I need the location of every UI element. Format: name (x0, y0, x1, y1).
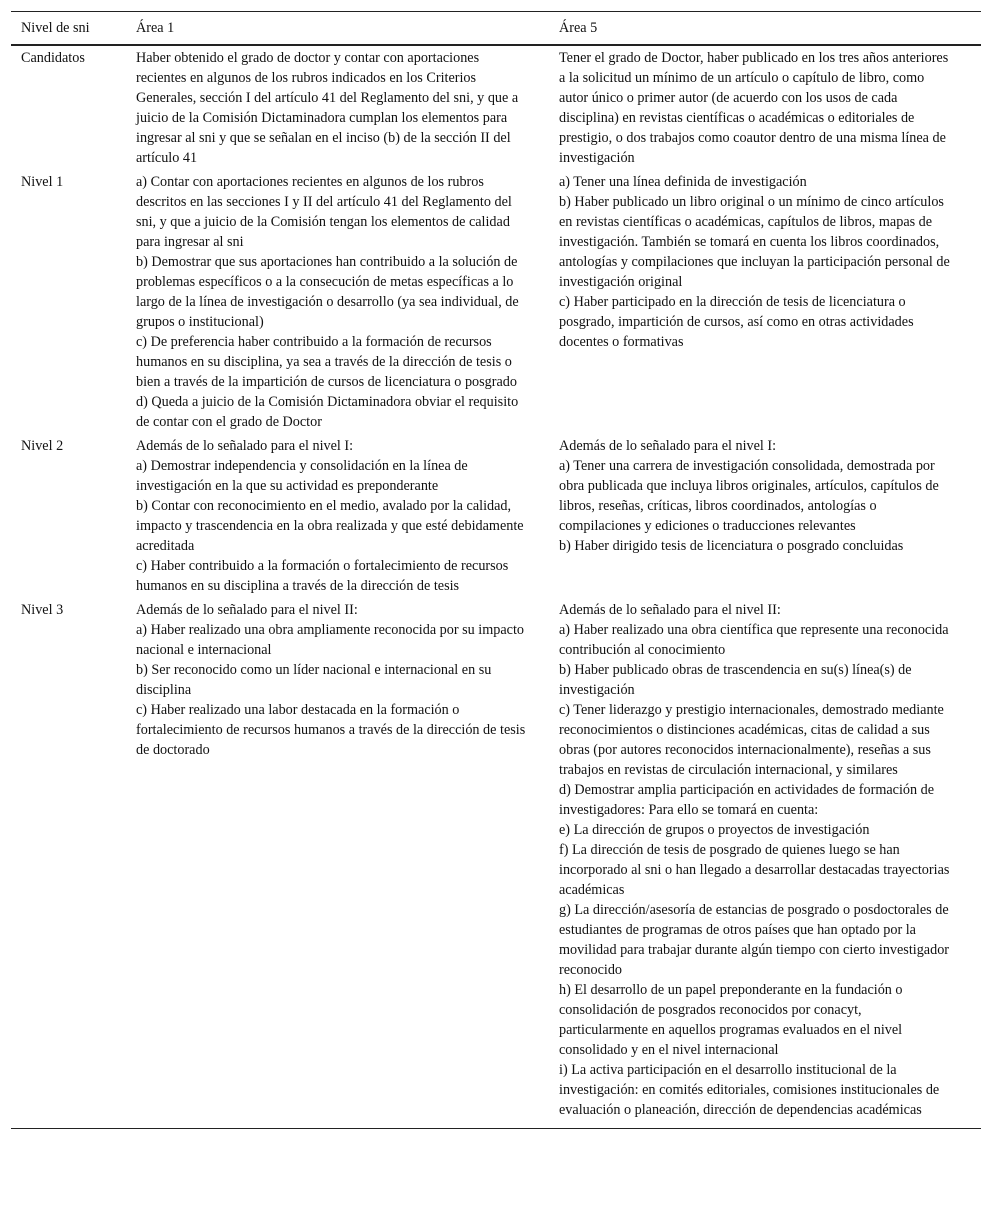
header-area-5: Área 5 (549, 12, 981, 46)
criterion-item: c) Tener liderazgo y prestigio internacionales, demostrado mediante reconocimientos o distinciones académicas, citas de calidad a sus obras (por autores reconocidos internacionalmente), reseñas a sus trabajos en revistas de circulación internacional, y similares (559, 702, 944, 778)
criterion-item: f) La dirección de tesis de posgrado de quienes luego se han incorporado al sni o han llegado a desarrollar destacadas trayectorias académicas (559, 842, 950, 898)
criterion-item: a) Tener una carrera de investigación consolidada, demostrada por obra publicada que incluya libros originales, artículos, capítulos de libros, reseñas, críticas, libros coordinados, antologías o compilaciones y ediciones o traducciones relevantes (559, 458, 939, 534)
sni-criteria-table (11, 11, 981, 1129)
table-row (11, 598, 981, 1129)
criterion-item: h) El desarrollo de un papel preponderante en la fundación o consolidación de posgrados reconocidos por conacyt, particularmente en aquellos programas evaluados en el nivel consolidado y en el nivel internacional (559, 982, 903, 1058)
criterion-item: Haber obtenido el grado de doctor y contar con aportaciones recientes en algunos de los rubros indicados en los Criterios Generales, sección I del artículo 41 del Reglamento del sni, y que a juicio de la Comisión Dictaminadora cumplan los elementos para ingresar al sni y que se señalan en el inciso (b) de la sección II del artículo 41 (136, 50, 519, 166)
criterion-item: a) Tener una línea definida de investigación (559, 174, 807, 190)
area-1-cell (126, 598, 549, 1129)
criterion-item: b) Contar con reconocimiento en el medio, avalado por la calidad, impacto y trascendencia en la obra realizada y que esté debidamente acreditada (136, 498, 524, 554)
level-cell: Nivel 2 (21, 438, 64, 454)
criterion-item: Además de lo señalado para el nivel I: (559, 438, 777, 454)
criterion-item: a) Demostrar independencia y consolidación en la línea de investigación en la que su actividad es preponderante (136, 458, 468, 494)
table-row (11, 434, 981, 598)
criterion-item: c) Haber participado en la dirección de tesis de licenciatura o posgrado, impartición de cursos, así como en otras actividades docentes o formativas (559, 294, 914, 350)
table-body (11, 45, 981, 1129)
criteria-table-container (11, 11, 981, 1129)
level-cell: Candidatos (21, 50, 85, 66)
criterion-item: Además de lo señalado para el nivel II: (136, 602, 358, 618)
table-row (11, 45, 981, 170)
header-area-1: Área 1 (126, 12, 549, 46)
level-cell: Nivel 3 (11, 598, 126, 1129)
area-5-cell (549, 598, 981, 1129)
criterion-item: c) Haber contribuido a la formación o fortalecimiento de recursos humanos en su disciplina a través de la dirección de tesis (136, 558, 509, 594)
criterion-item: b) Ser reconocido como un líder nacional e internacional en su disciplina (136, 662, 492, 698)
criterion-item: Además de lo señalado para el nivel II: (559, 602, 781, 618)
area-1-cell (126, 45, 549, 170)
criterion-item: b) Demostrar que sus aportaciones han contribuido a la solución de problemas específicos o a la consecución de metas específicas a lo largo de la línea de investigación o desarrollo (ya sea individual, de grupos o institucional) (136, 254, 519, 330)
criterion-item: a) Haber realizado una obra científica que represente una reconocida contribución al conocimiento (559, 622, 949, 658)
criterion-item: d) Queda a juicio de la Comisión Dictaminadora obviar el requisito de contar con el grado de Doctor (136, 394, 519, 430)
criterion-item: a) Contar con aportaciones recientes en algunos de los rubros descritos en las secciones I y II del artículo 41 del Reglamento del sni, y que a juicio de la Comisión tengan los elementos de calidad para ingresar al sni (136, 174, 512, 250)
criterion-item: b) Haber publicado un libro original o un mínimo de cinco artículos en revistas científicas o académicas, capítulos de libros, mapas de investigación. También se tomará en cuenta los libros coordinados, antologías y compilaciones que incluyan la participación personal de investigación original (559, 194, 950, 290)
criterion-item: i) La activa participación en el desarrollo institucional de la investigación: en comités editoriales, comisiones institucionales de evaluación o planeación, dirección de dependencias académicas (559, 1062, 940, 1118)
table-row (11, 170, 981, 434)
area-5-cell (549, 434, 981, 598)
criterion-item: c) De preferencia haber contribuido a la formación de recursos humanos en su disciplina, ya sea a través de la dirección de tesis o bien a través de la impartición de cursos de licenciatura o posgrado (136, 334, 517, 390)
criterion-item: b) Haber publicado obras de trascendencia en su(s) línea(s) de investigación (559, 662, 912, 698)
area-5-cell (549, 45, 981, 170)
level-cell: Nivel 1 (21, 174, 64, 190)
table-header-row (11, 12, 981, 46)
criterion-item: b) Haber dirigido tesis de licenciatura o posgrado concluidas (559, 538, 904, 554)
criterion-item: d) Demostrar amplia participación en actividades de formación de investigadores: Para ello se tomará en cuenta: (559, 782, 935, 818)
criterion-item: e) La dirección de grupos o proyectos de investigación (559, 822, 870, 838)
criterion-item: Además de lo señalado para el nivel I: (136, 438, 354, 454)
area-1-cell (126, 170, 549, 434)
criterion-item: c) Haber realizado una labor destacada en la formación o fortalecimiento de recursos humanos a través de la dirección de tesis de doctorado (136, 702, 526, 758)
area-1-cell (126, 434, 549, 598)
criterion-item: Tener el grado de Doctor, haber publicado en los tres años anteriores a la solicitud un mínimo de un artículo o capítulo de libro, como autor único o primer autor (de acuerdo con los usos de cada disciplina) en revistas científicas o académicas o editoriales de prestigio, o dos trabajos como coautor dentro de una misma línea de investigación (559, 50, 949, 166)
criterion-item: a) Haber realizado una obra ampliamente reconocida por su impacto nacional e internacional (136, 622, 525, 658)
header-level: Nivel de sni (11, 12, 126, 46)
area-5-cell (549, 170, 981, 434)
criterion-item: g) La dirección/asesoría de estancias de posgrado o posdoctorales de estudiantes de programas de otros países que han optado por la movilidad para trabajar durante algún tiempo con cierto investigador reconocido (559, 902, 950, 978)
